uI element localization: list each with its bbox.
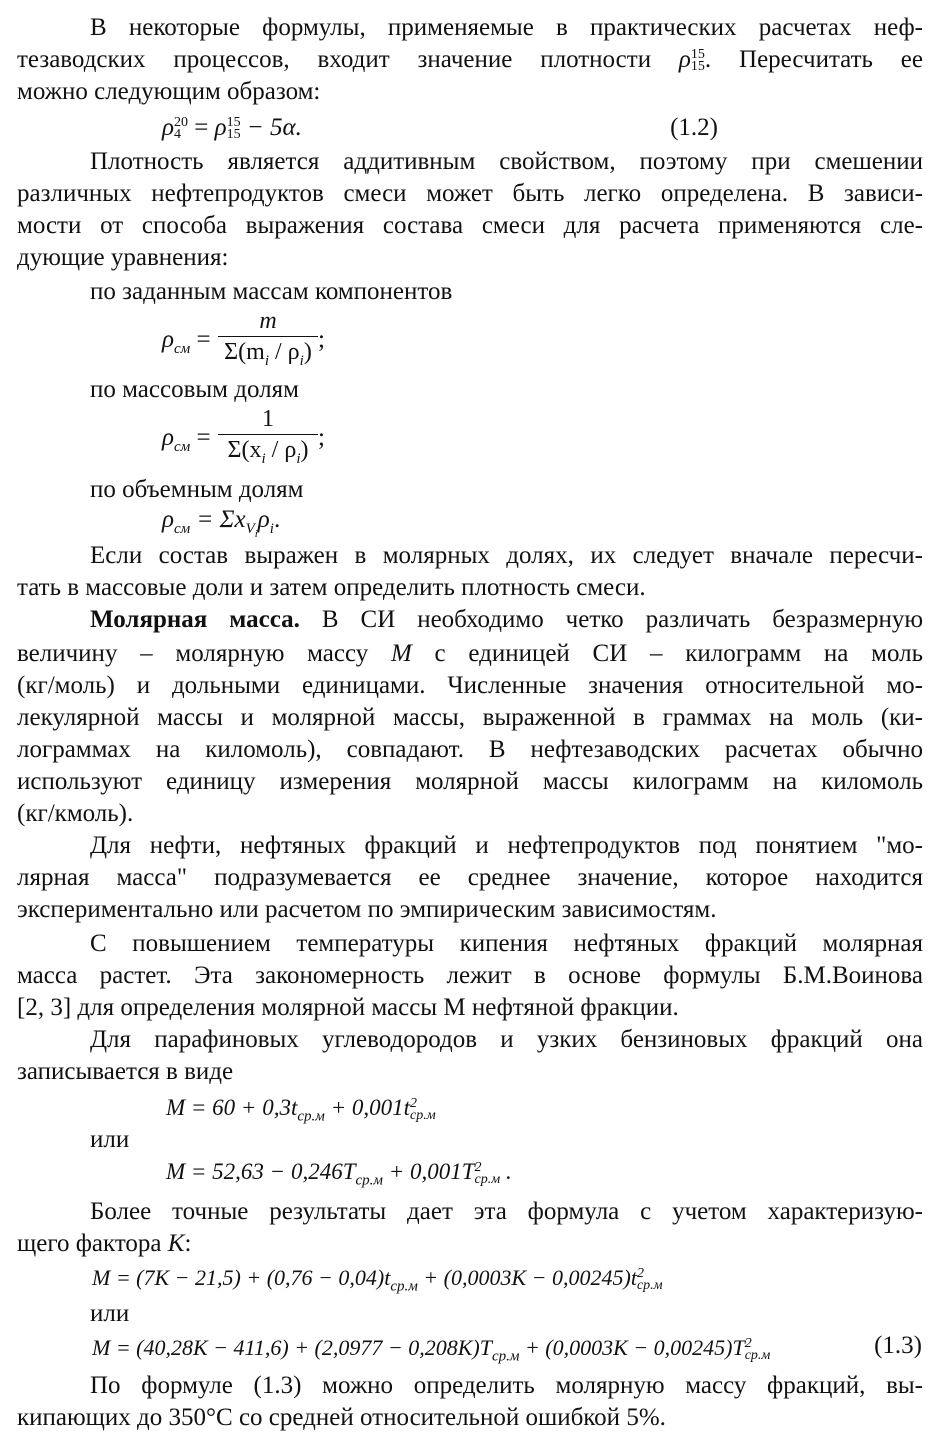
rho-15-symbol: ρ 15 15 — [678, 46, 705, 75]
paragraph-line: Для нефти, нефтяных фракций и нефтепродуктов под понятием "мо- — [90, 832, 923, 859]
mass-fraction-formula: m $\Sigma(m_i / \rho_i)$ — [218, 306, 318, 376]
volume-fraction-formula: $\rho_{см} = \Sigma x_{V_i}\rho_i$. — [162, 506, 281, 540]
paragraph-line: (кг/кмоль). — [17, 800, 134, 827]
paragraph-line: По формуле (1.3) можно определить молярную массу фракций, вы- — [90, 1372, 923, 1399]
paragraph-line: кипающих до 350°С со средней относительной ошибкой 5%. — [17, 1404, 666, 1431]
paragraph-line: Молярная масса. В СИ необходимо четко различать безразмерную — [90, 606, 924, 633]
paragraph-line: различных нефтепродуктов смеси может быть легко определена. В зависи- — [17, 180, 923, 207]
paragraph-line: величину – молярную массу М с единицей СИ – килограмм на моль — [17, 640, 923, 667]
paragraph-line: С повышением температуры кипения нефтяных фракций молярная — [90, 930, 923, 957]
paragraph-line: тать в массовые доли и затем определить плотность смеси. — [17, 574, 646, 601]
mixture-density-lhs: $\rho_{см}$ = — [162, 326, 211, 357]
paragraph-line: дующие уравнения: — [17, 244, 229, 271]
equation-number: (1.2) — [670, 114, 718, 141]
paragraph-line: Плотность является аддитивным свойством, поэтому при смешении — [90, 148, 923, 175]
formula-label: по заданным массам компонентов — [90, 278, 453, 305]
paragraph-line: масса растет. Эта закономерность лежит в основе формулы Б.М.Воинова — [17, 962, 923, 989]
molar-mass-formula-t: $M = 60 + 0,3t_{ср.м} + 0,001t$ 2 ср.м — [166, 1095, 436, 1125]
formula-label: по объемным долям — [90, 476, 304, 503]
paragraph-line: экспериментально или расчетом по эмпирическим зависимостям. — [17, 896, 717, 923]
semicolon: ; — [318, 326, 325, 353]
conjunction-or: или — [90, 1300, 130, 1327]
paragraph-line: [2, 3] для определения молярной массы М нефтяной фракции. — [17, 994, 679, 1021]
paragraph-line: лярная масса" подразумевается ее среднее значение, которое находится — [17, 864, 923, 891]
paragraph-line: Если состав выражен в молярных долях, их следует вначале пересчи- — [90, 542, 923, 569]
equation-1-3: $M = (40,28K - 411,6) + (2,0977 - 0,208K)T_{ср.м} + (0,0003K - 0,00245)T$ 2 ср.м — [92, 1335, 771, 1365]
paragraph-line: В некоторые формулы, применяемые в практических расчетах неф- — [90, 14, 923, 41]
paragraph-line: лограммах на киломоль), совпадают. В нефтезаводских расчетах обычно — [17, 736, 923, 763]
paragraph-line: тезаводских процессов, входит значение плотности ρ 15 15 . Пересчитать ее — [17, 46, 923, 75]
paragraph-line: можно следующим образом: — [17, 78, 321, 105]
paragraph-line: мости от способа выражения состава смеси для расчета применяются сле- — [17, 212, 923, 239]
paragraph-line: Более точные результаты дает эта формула с учетом характеризую- — [90, 1198, 923, 1225]
paragraph-line: щего фактора K: — [17, 1230, 192, 1257]
molar-mass-formula-K-t: $M = (7K - 21,5) + (0,76 - 0,04)t_{ср.м} + (0,0003K - 0,00245)t$ 2 ср.м — [92, 1265, 663, 1295]
paragraph-line: записывается в виде — [17, 1058, 234, 1085]
conjunction-or: или — [90, 1126, 130, 1153]
paragraph-line: Для парафиновых углеводородов и узких бензиновых фракций она — [90, 1026, 923, 1053]
formula-label: по массовым долям — [90, 376, 299, 403]
equation-number: (1.3) — [874, 1332, 922, 1359]
semicolon: ; — [318, 424, 325, 451]
mixture-density-lhs: $\rho_{см}$ = — [162, 424, 211, 455]
molar-mass-formula-T: $M = 52,63 - 0,246T_{ср.м} + 0,001T$ 2 ср.м . — [166, 1159, 512, 1189]
paragraph-line: используют единицу измерения молярной массы килограмм на киломоль — [17, 768, 923, 795]
paragraph-line: (кг/моль) и дольными единицами. Численные значения относительной мо- — [17, 672, 923, 699]
mass-fraction-formula: 1 $\Sigma(x_i / \rho_i)$ — [218, 404, 318, 474]
section-heading: Молярная масса. — [90, 606, 300, 633]
equation-1-2: ρ 20 4 = ρ 15 15 − 5α. — [162, 114, 302, 143]
paragraph-line: лекулярной массы и молярной массы, выраженной в граммах на моль (ки- — [17, 704, 923, 731]
